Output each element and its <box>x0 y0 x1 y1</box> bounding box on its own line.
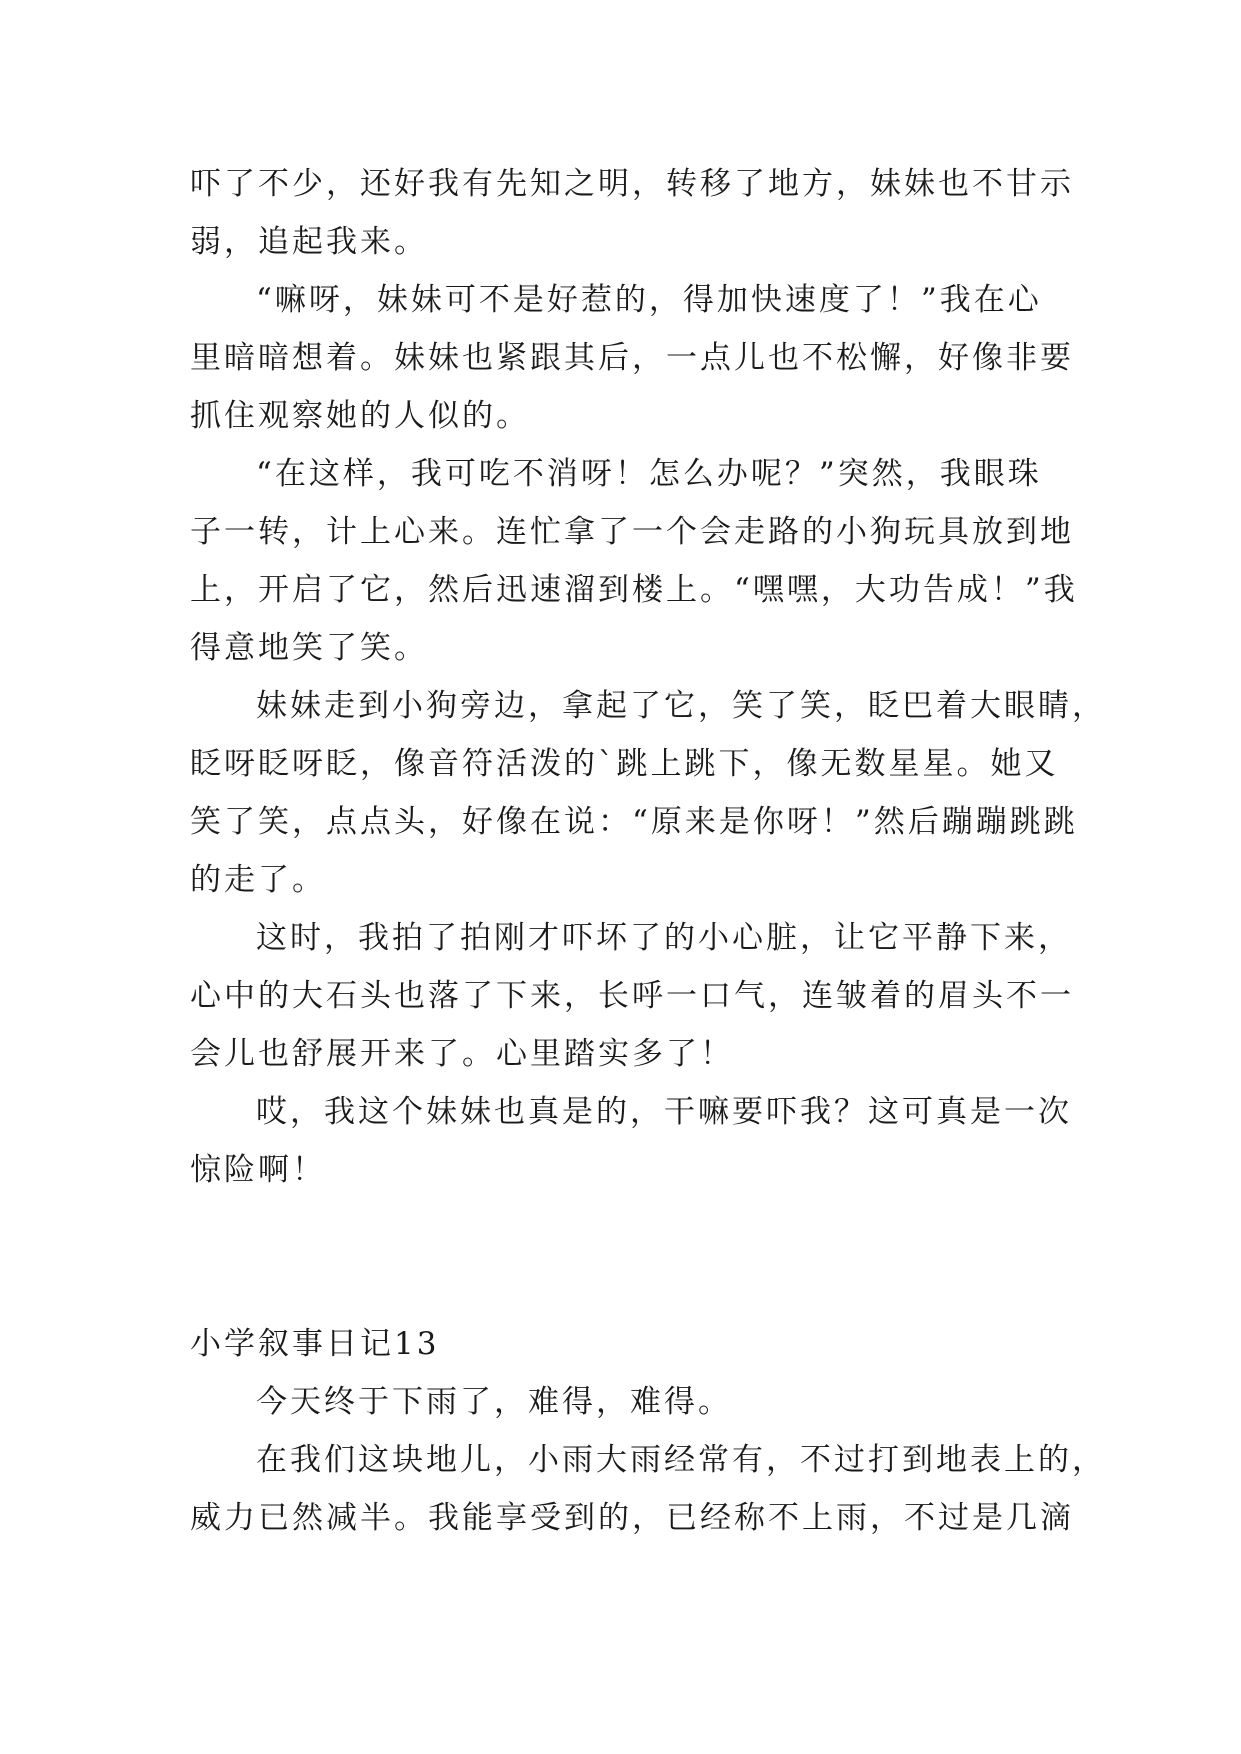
paragraph-8 <box>190 1431 1106 1547</box>
text-line: 这时，我拍了拍刚才吓坏了的小心脏，让它平静下来， <box>256 920 1072 956</box>
text-line: 子一转，计上心来。连忙拿了一个会走路的小狗玩具放到地 <box>190 514 1074 550</box>
paragraph-5 <box>190 909 1074 1083</box>
text-line: 上，开启了它，然后迅速溜到楼上。“嘿嘿，大功告成！”我 <box>190 572 1078 608</box>
text-line: 得意地笑了笑。 <box>190 630 428 666</box>
text-line: 妹妹走到小狗旁边，拿起了它，笑了笑，眨巴着大眼睛， <box>256 688 1106 724</box>
text-line: “嘛呀，妹妹可不是好惹的，得加快速度了！”我在心 <box>256 282 1042 318</box>
text-line: 威力已然减半。我能享受到的，已经称不上雨，不过是几滴 <box>190 1500 1074 1536</box>
section-spacer <box>190 1199 1060 1315</box>
paragraph-7 <box>190 1373 1060 1431</box>
text-line: 哎，我这个妹妹也真是的，干嘛要吓我？这可真是一次 <box>256 1094 1072 1130</box>
text-line: 心中的大石头也落了下来，长呼一口气，连皱着的眉头不一 <box>190 978 1074 1014</box>
document-body <box>190 155 1106 1547</box>
text-line: “在这样，我可吃不消呀！怎么办呢？”突然，我眼珠 <box>256 456 1042 492</box>
text-line: 会儿也舒展开来了。心里踏实多了！ <box>190 1036 734 1072</box>
section-title: 小学叙事日记13 <box>190 1326 440 1362</box>
paragraph-2 <box>190 271 1074 445</box>
text-line: 今天终于下雨了，难得，难得。 <box>256 1384 732 1420</box>
text-line: 在我们这块地儿，小雨大雨经常有，不过打到地表上的， <box>256 1442 1106 1478</box>
paragraph-6 <box>190 1083 1072 1199</box>
text-line: 的走了。 <box>190 862 326 898</box>
text-line: 眨呀眨呀眨，像音符活泼的`跳上跳下，像无数星星。她又 <box>190 746 1059 782</box>
text-line: 笑了笑，点点头，好像在说：“原来是你呀！”然后蹦蹦跳跳 <box>190 804 1078 840</box>
paragraph-3 <box>190 445 1078 677</box>
text-line: 抓住观察她的人似的。 <box>190 398 530 434</box>
paragraph-4 <box>190 677 1106 909</box>
text-line: 弱，追起我来。 <box>190 224 428 260</box>
text-line: 惊险啊！ <box>190 1152 326 1188</box>
paragraph-1 <box>190 155 1074 271</box>
text-line: 吓了不少，还好我有先知之明，转移了地方，妹妹也不甘示 <box>190 166 1074 202</box>
text-line: 里暗暗想着。妹妹也紧跟其后，一点儿也不松懈，好像非要 <box>190 340 1074 376</box>
